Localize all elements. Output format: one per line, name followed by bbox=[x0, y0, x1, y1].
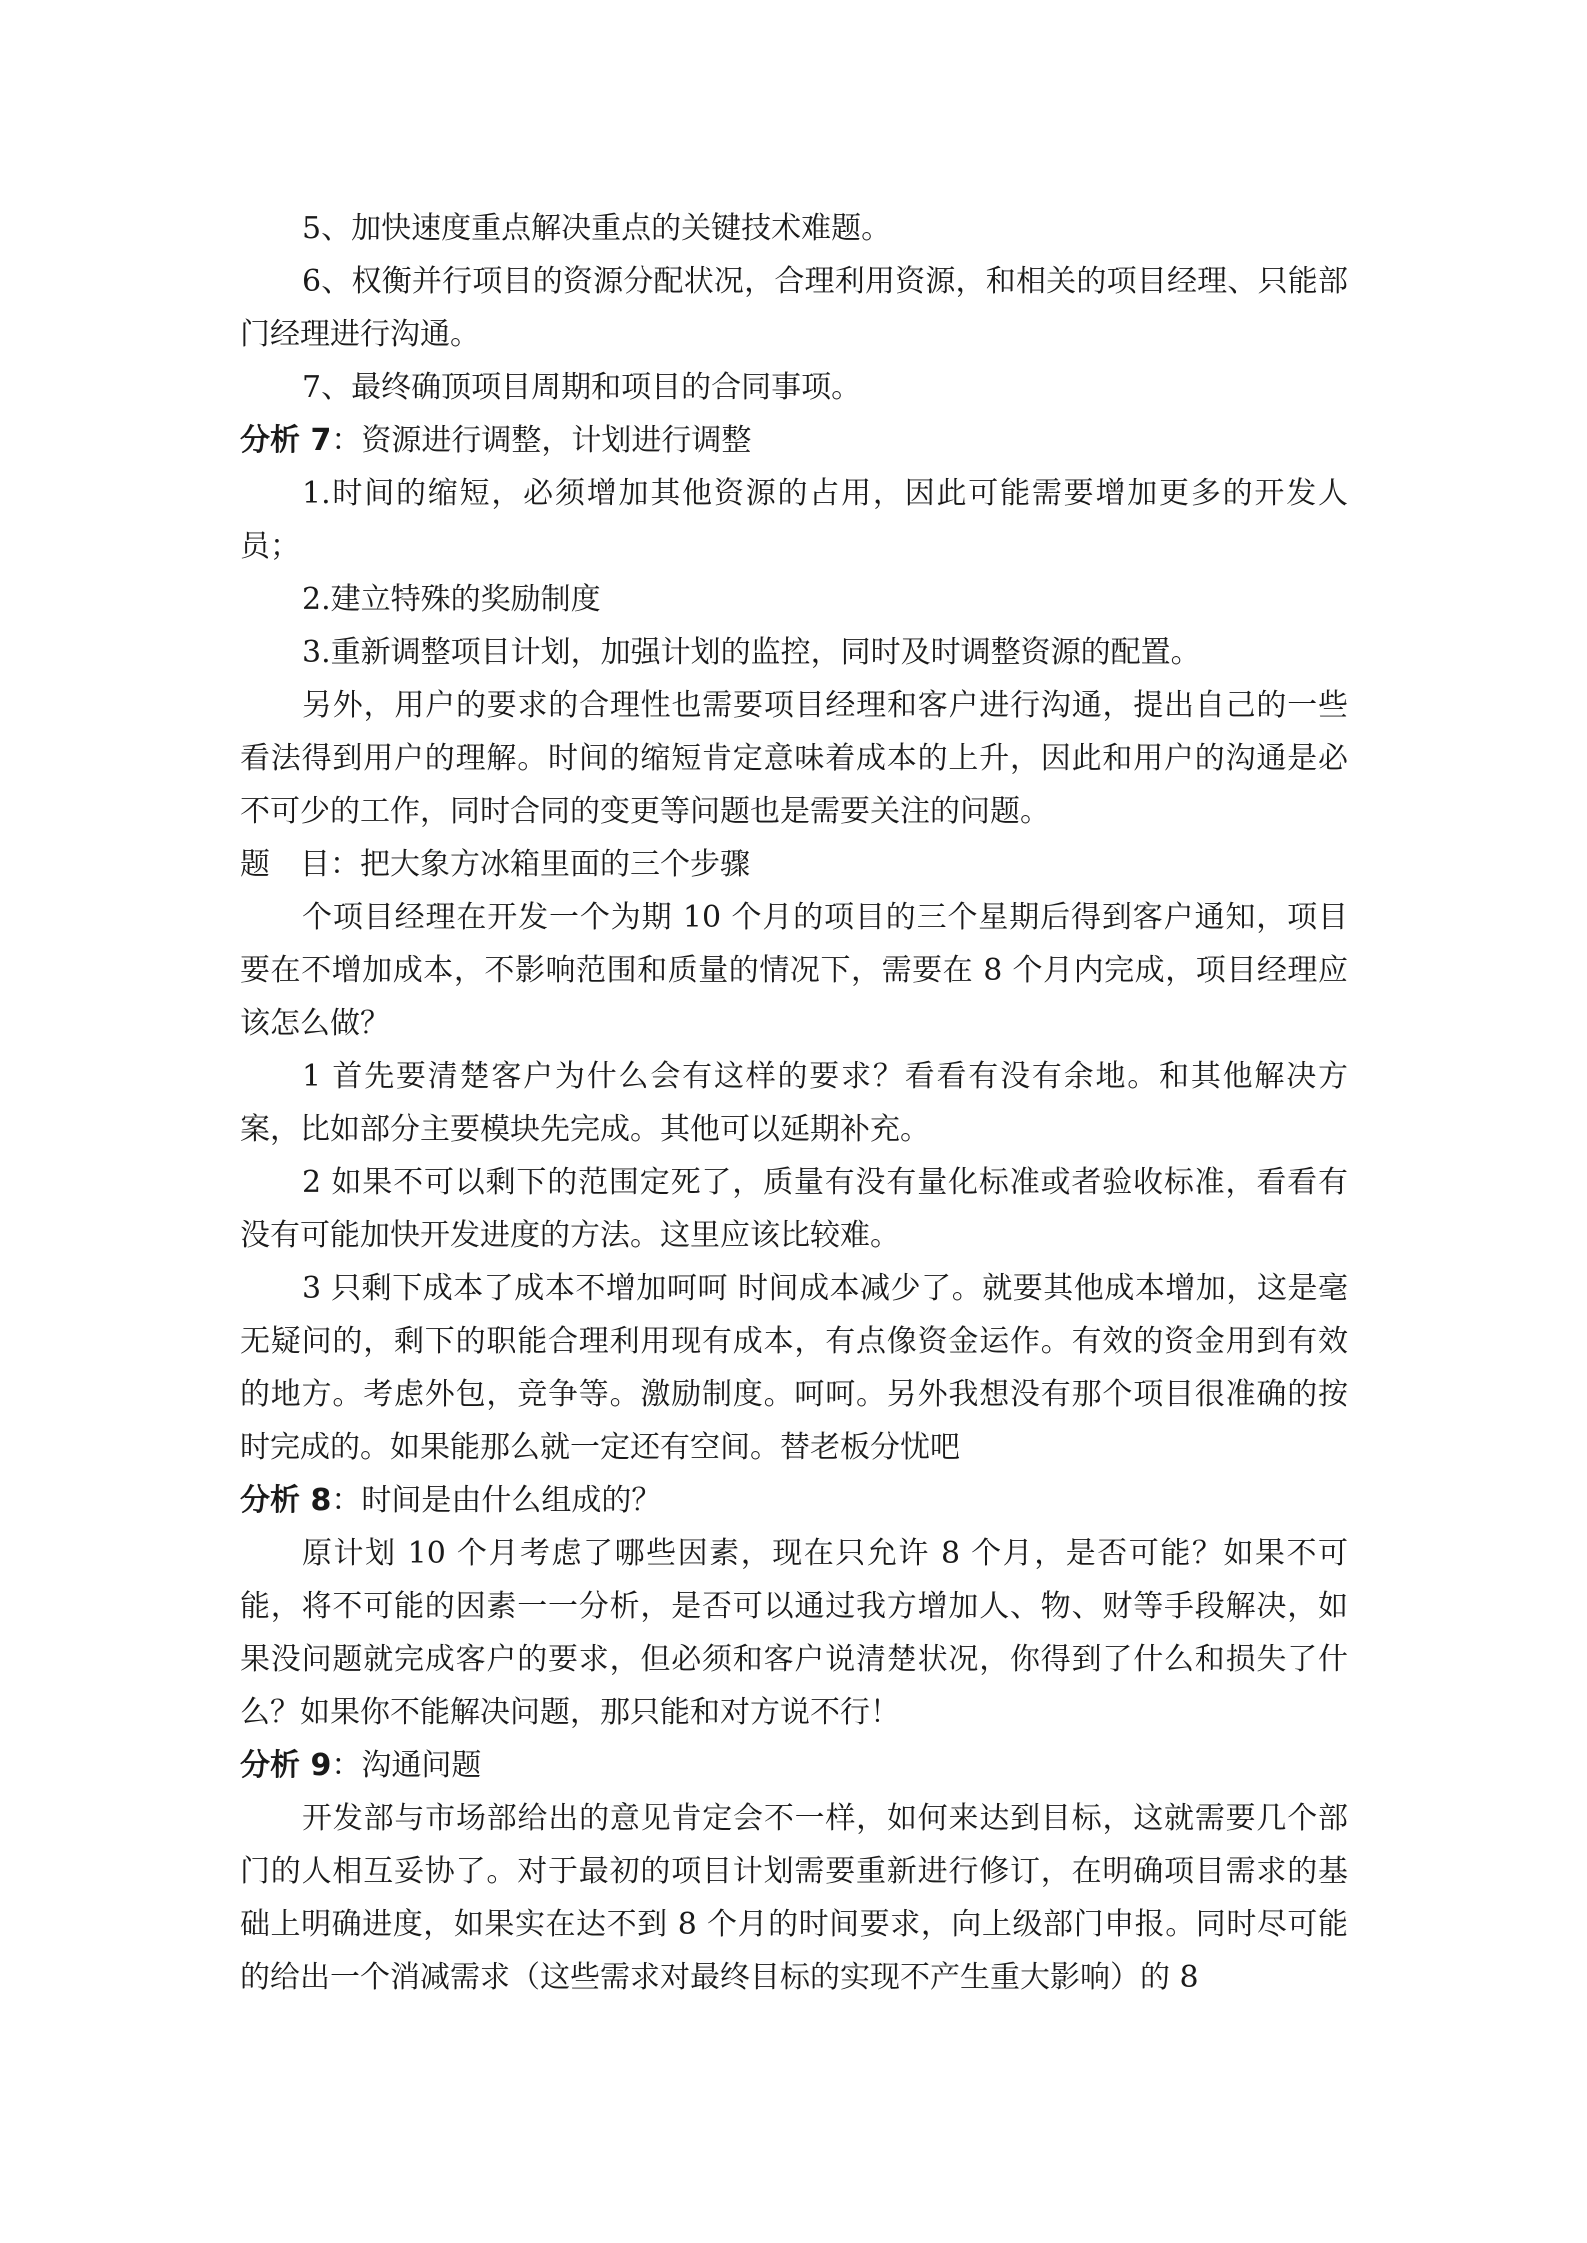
paragraph: 6、权衡并行项目的资源分配状况，合理利用资源，和相关的项目经理、只能部门经理进行沟通。 bbox=[240, 264, 1348, 352]
paragraph: 1.时间的缩短，必须增加其他资源的占用，因此可能需要增加更多的开发人员； bbox=[240, 476, 1348, 564]
paragraph: 个项目经理在开发一个为期 10 个月的项目的三个星期后得到客户通知，项目要在不增加成本，不影响范围和质量的情况下，需要在 8 个月内完成，项目经理应该怎么做？ bbox=[240, 900, 1348, 1041]
paragraph: 另外，用户的要求的合理性也需要项目经理和客户进行沟通，提出自己的一些看法得到用户的理解。时间的缩短肯定意味着成本的上升，因此和用户的沟通是必不可少的工作，同时合同的变更等问题也是需要关注的问题。 bbox=[240, 688, 1348, 829]
section-title: 资源进行调整，计划进行调整 bbox=[361, 423, 752, 458]
paragraph: 2.建立特殊的奖励制度 bbox=[302, 582, 601, 617]
section-heading bbox=[240, 1474, 1348, 1527]
paragraph: 开发部与市场部给出的意见肯定会不一样，如何来达到目标，这就需要几个部门的人相互妥协了。对于最初的项目计划需要重新进行修订，在明确项目需求的基础上明确进度，如果实在达不到 8 个月的时间要求，向上级部门申报。同时尽可能的给出一个消减需求（这些需求对最终目标的实现不产生重大影响）的 8 bbox=[240, 1801, 1348, 1995]
section-separator: ： bbox=[331, 423, 362, 458]
section-title: 题 目：把大象方冰箱里面的三个步骤 bbox=[240, 847, 750, 882]
section-title: 时间是由什么组成的？ bbox=[361, 1483, 662, 1518]
paragraph: 1 首先要清楚客户为什么会有这样的要求？看看有没有余地。和其他解决方案，比如部分主要模块先完成。其他可以延期补充。 bbox=[240, 1059, 1348, 1147]
section-separator: ： bbox=[331, 1483, 362, 1518]
section-label: 分析 8 bbox=[240, 1483, 332, 1518]
section-heading bbox=[240, 838, 1348, 891]
paragraph: 5、加快速度重点解决重点的关键技术难题。 bbox=[302, 211, 892, 246]
section-label: 分析 9 bbox=[240, 1748, 332, 1783]
paragraph: 原计划 10 个月考虑了哪些因素，现在只允许 8 个月，是否可能？如果不可能，将不可能的因素一一分析，是否可以通过我方增加人、物、财等手段解决，如果没问题就完成客户的要求，但必须和客户说清楚状况，你得到了什么和损失了什么？如果你不能解决问题，那只能和对方说不行！ bbox=[240, 1536, 1348, 1730]
paragraph: 3.重新调整项目计划，加强计划的监控，同时及时调整资源的配置。 bbox=[302, 635, 1201, 670]
document-body bbox=[240, 202, 1348, 2004]
section-label: 分析 7 bbox=[240, 423, 332, 458]
paragraph: 3 只剩下成本了成本不增加呵呵 时间成本减少了。就要其他成本增加，这是毫无疑问的，剩下的职能合理利用现有成本，有点像资金运作。有效的资金用到有效的地方。考虑外包，竞争等。激励制度。呵呵。另外我想没有那个项目很准确的按时完成的。如果能那么就一定还有空间。替老板分忧吧 bbox=[240, 1271, 1348, 1465]
paragraph: 2 如果不可以剩下的范围定死了，质量有没有量化标准或者验收标准，看看有没有可能加快开发进度的方法。这里应该比较难。 bbox=[240, 1165, 1348, 1253]
section-heading bbox=[240, 414, 1348, 467]
section-title: 沟通问题 bbox=[361, 1748, 482, 1783]
section-separator: ： bbox=[331, 1748, 362, 1783]
paragraph: 7、最终确顶项目周期和项目的合同事项。 bbox=[302, 370, 862, 405]
section-heading bbox=[240, 1739, 1348, 1792]
